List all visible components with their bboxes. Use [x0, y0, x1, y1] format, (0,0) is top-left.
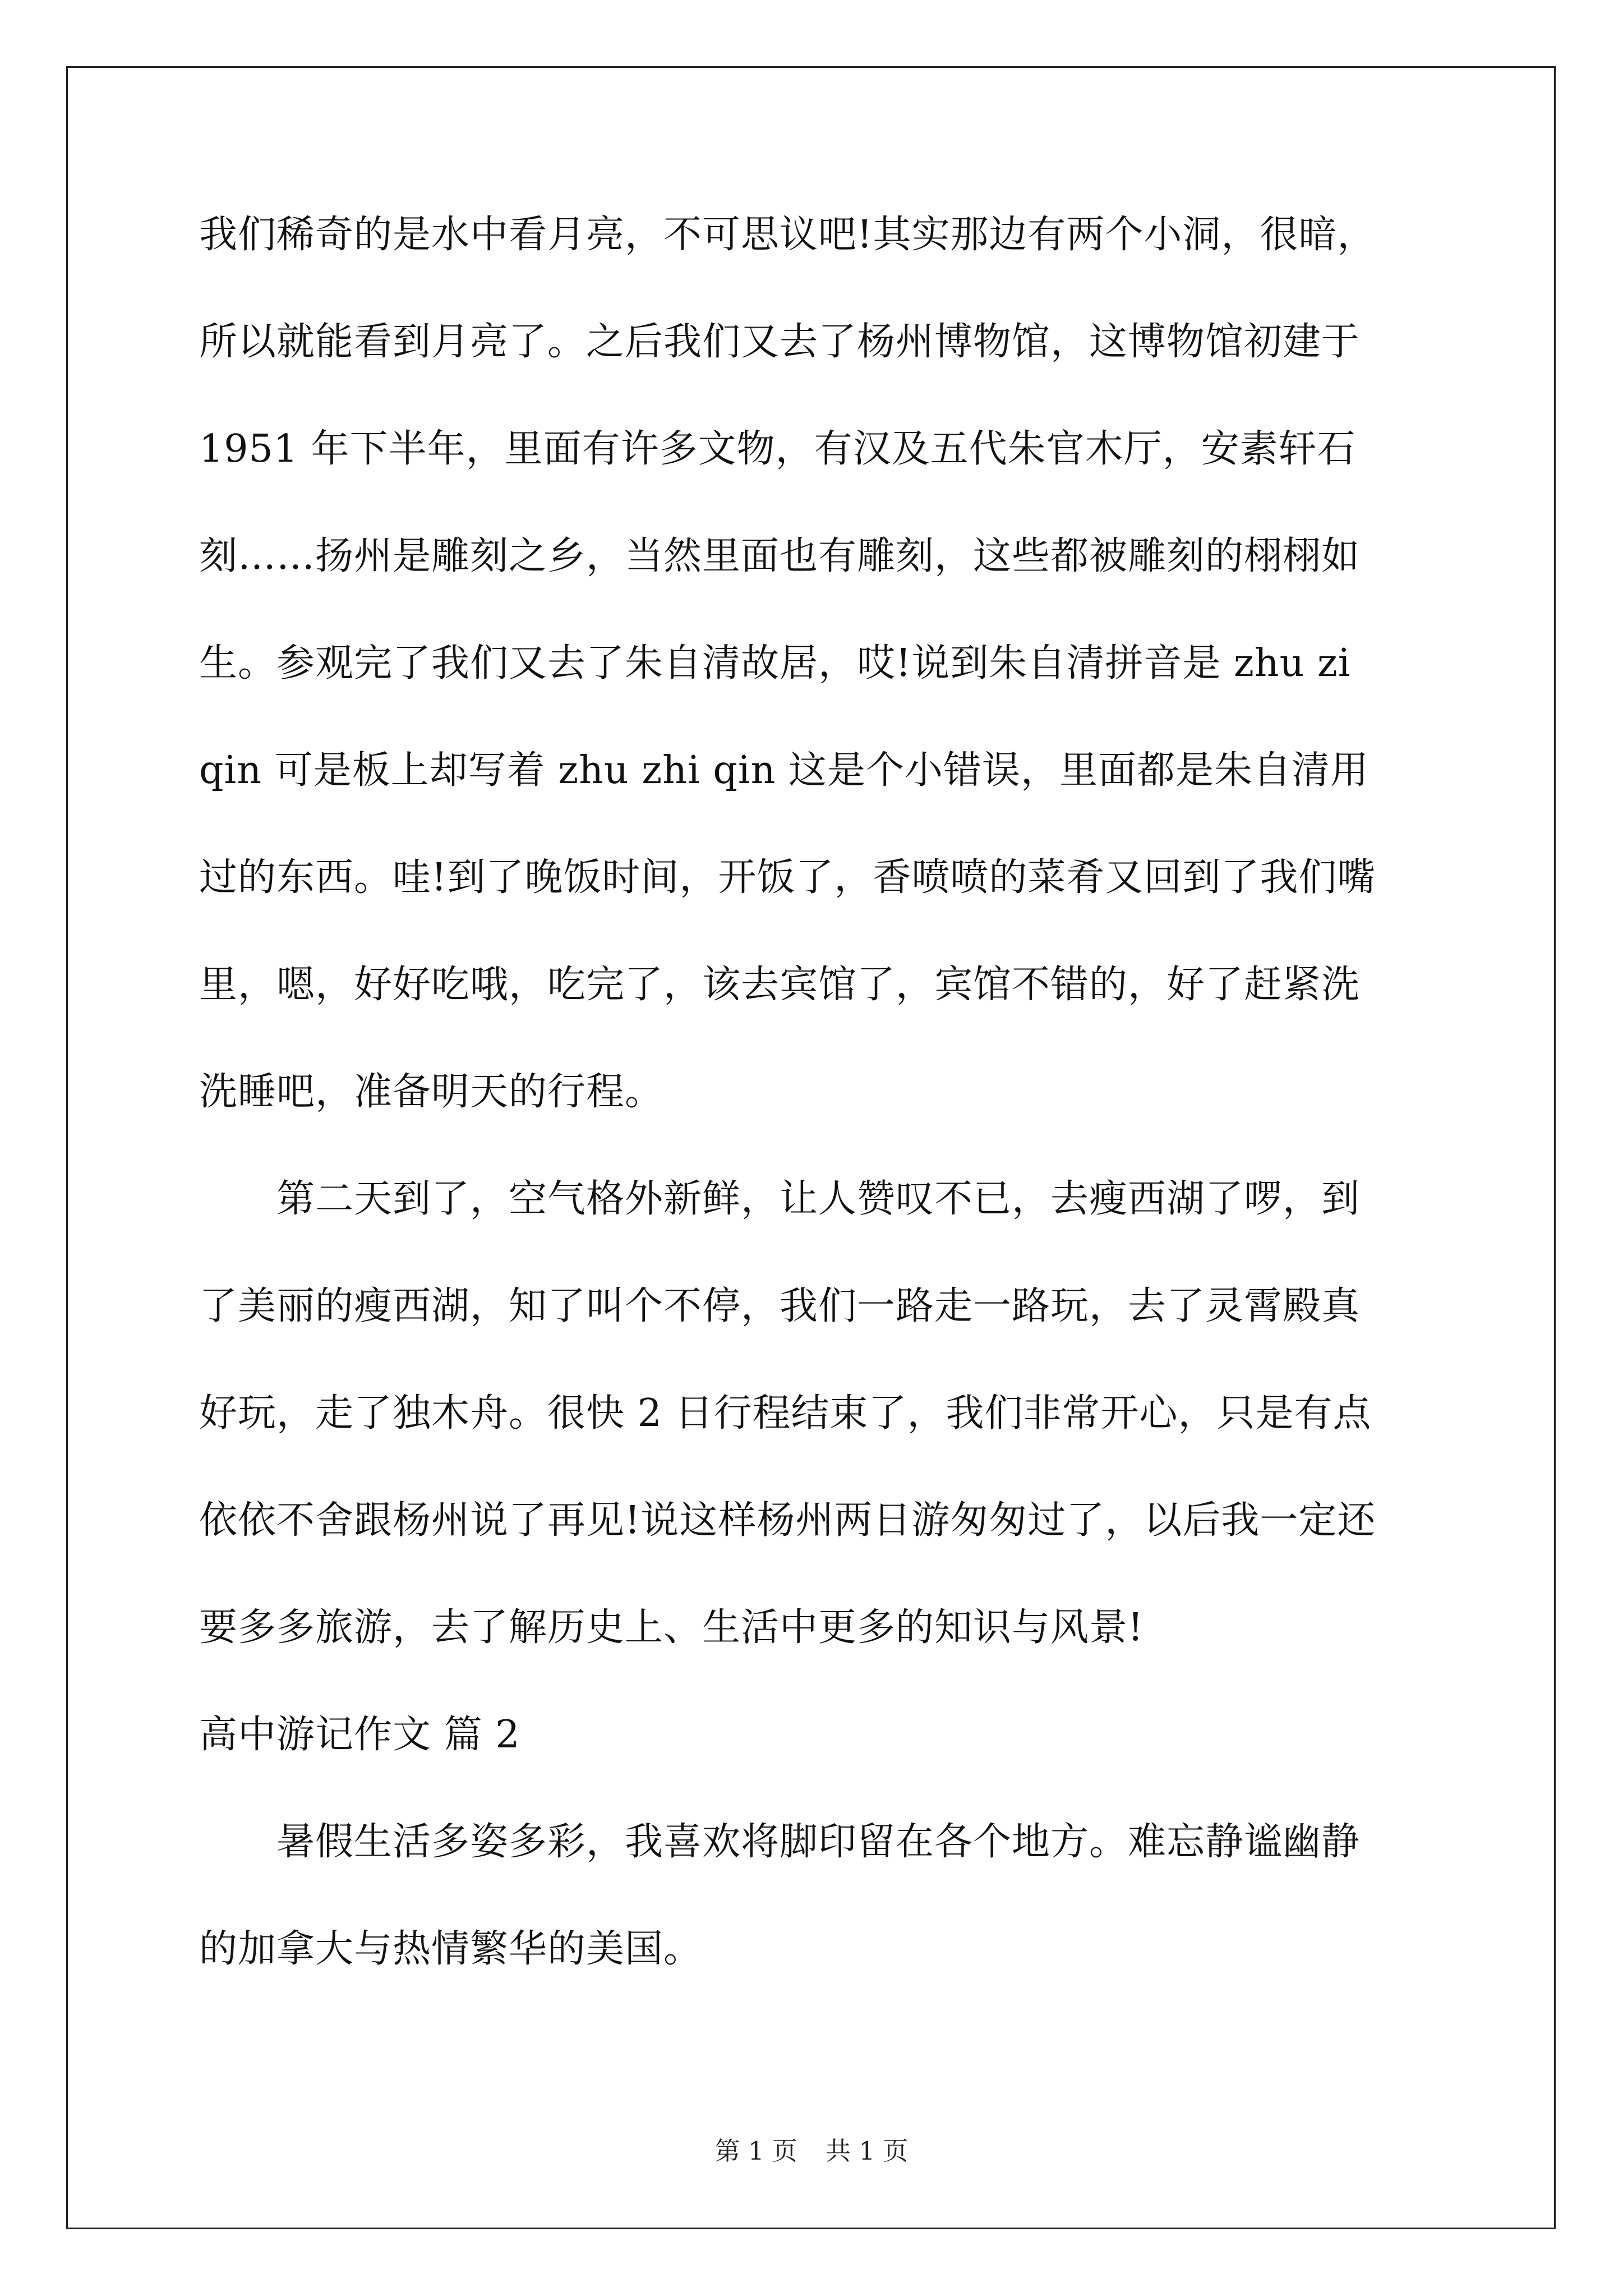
page-footer — [0, 2131, 1623, 2167]
text-line: qin 可是板上却写着 zhu zhi qin 这是个小错误，里面都是朱自清用 — [199, 748, 1370, 793]
text-line: 好玩，走了独木舟。很快 2 日行程结束了，我们非常开心，只是有点 — [199, 1391, 1372, 1435]
text-line: 暑假生活多姿多彩，我喜欢将脚印留在各个地方。难忘静谧幽静 — [199, 1820, 1361, 1864]
section-heading: 高中游记作文 篇 2 — [199, 1713, 520, 1757]
text-line: 了美丽的瘦西湖，知了叫个不停，我们一路走一路玩，去了灵霄殿真 — [199, 1284, 1361, 1328]
text-line: 里，嗯，好好吃哦，吃完了，该去宾馆了，宾馆不错的，好了赶紧洗 — [199, 963, 1361, 1007]
text-line: 第二天到了，空气格外新鲜，让人赞叹不已，去瘦西湖了啰，到 — [199, 1177, 1361, 1221]
text-line: 生。参观完了我们又去了朱自清故居，哎!说到朱自清拼音是 zhu zi — [199, 641, 1351, 685]
page-number: 第 1 页 — [714, 2136, 797, 2166]
text-line: 依依不舍跟杨州说了再见!说这样杨州两日游匆匆过了，以后我一定还 — [199, 1498, 1376, 1543]
text-line: 刻……扬州是雕刻之乡，当然里面也有雕刻，这些都被雕刻的栩栩如 — [199, 534, 1361, 578]
document-body — [199, 213, 1430, 2037]
text-line: 要多多旅游，去了解历史上、生活中更多的知识与风景! — [199, 1605, 1144, 1650]
page-total: 共 1 页 — [826, 2136, 909, 2166]
text-line: 所以就能看到月亮了。之后我们又去了杨州博物馆，这博物馆初建于 — [199, 320, 1361, 364]
text-line: 洗睡吧，准备明天的行程。 — [199, 1070, 664, 1114]
text-line: 我们稀奇的是水中看月亮，不可思议吧!其实那边有两个小洞，很暗， — [199, 213, 1376, 257]
text-line: 过的东西。哇!到了晚饭时间，开饭了，香喷喷的菜肴又回到了我们嘴 — [199, 855, 1376, 900]
text-line: 1951 年下半年，里面有许多文物，有汉及五代朱官木厅，安素轩石 — [199, 427, 1356, 471]
text-line: 的加拿大与热情繁华的美国。 — [199, 1927, 703, 1971]
